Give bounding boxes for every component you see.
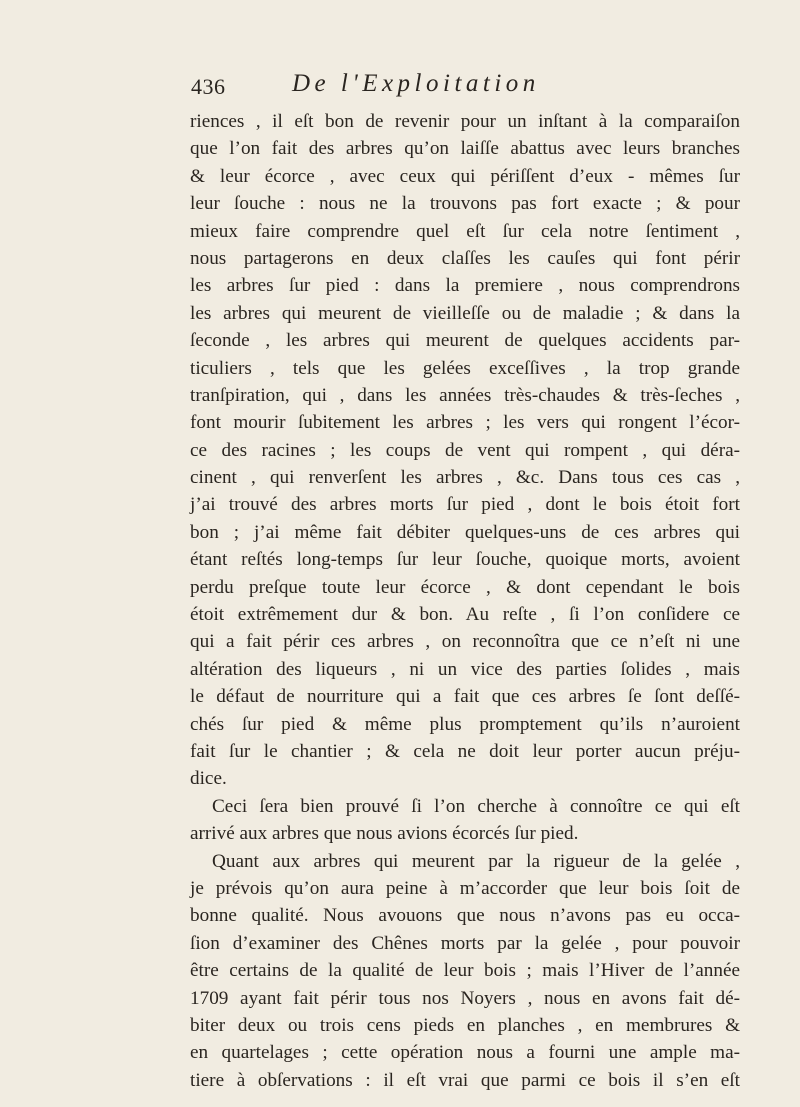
text-line: ce des racines ; les coups de vent qui rompent , qui déra-: [190, 439, 740, 461]
text-line: que l’on fait des arbres qu’on laiſſe abattus avec leurs branches: [190, 138, 740, 160]
text-line: font mourir ſubitement les arbres ; les vers qui rongent l’écor-: [190, 412, 740, 434]
text-line: je prévois qu’on aura peine à m’accorder que leur bois ſoit de: [190, 877, 740, 899]
text-line: ſeconde , les arbres qui meurent de quelques accidents par-: [190, 330, 740, 352]
body-text: [190, 108, 740, 1094]
paragraph-end-line: arrivé aux arbres que nous avions écorcés ſur pied.: [190, 823, 579, 845]
text-line: chés ſur pied & même plus promptement qu’ils n’auroient: [190, 713, 740, 735]
text-line: le défaut de nourriture qui a fait que ces arbres ſe ſont deſſé-: [190, 686, 740, 708]
text-line: étant reſtés long-temps ſur leur ſouche, quoique morts, avoient: [190, 549, 740, 571]
text-line: ſion d’examiner des Chênes morts par la gelée , pour pouvoir: [190, 932, 740, 954]
text-line: leur ſouche : nous ne la trouvons pas fort exacte ; & pour: [190, 193, 740, 215]
text-line: & leur écorce , avec ceux qui périſſent d’eux - mêmes ſur: [190, 165, 740, 187]
paragraph-first-line: Ceci ſera bien prouvé ſi l’on cherche à connoître ce qui eſt: [212, 795, 740, 817]
paragraph-first-line: Quant aux arbres qui meurent par la rigueur de la gelée ,: [212, 850, 740, 872]
text-line: cinent , qui renverſent les arbres , &c. Dans tous ces cas ,: [190, 467, 740, 489]
text-line: bon ; j’ai même fait débiter quelques-uns de ces arbres qui: [190, 521, 740, 543]
text-line: tranſpiration, qui , dans les années très-chaudes & très-ſeches ,: [190, 384, 740, 406]
text-line: être certains de la qualité de leur bois ; mais l’Hiver de l’année: [190, 960, 740, 982]
paragraph-end-line: dice.: [190, 768, 227, 790]
text-line: les arbres ſur pied : dans la premiere , nous comprendrons: [190, 275, 740, 297]
text-line: biter deux ou trois cens pieds en planches , en membrures &: [190, 1014, 740, 1036]
text-line: fait ſur le chantier ; & cela ne doit leur porter aucun préju-: [190, 740, 740, 762]
page-number: 436: [191, 74, 226, 99]
running-head: De l'Exploitation: [292, 70, 540, 97]
text-line: altération des liqueurs , ni un vice des parties ſolides , mais: [190, 658, 740, 680]
text-line: riences , il eſt bon de revenir pour un inſtant à la comparaiſon: [190, 111, 740, 132]
text-line: j’ai trouvé des arbres morts ſur pied , dont le bois étoit fort: [190, 494, 740, 516]
text-line: perdu preſque toute leur écorce , & dont cependant le bois: [190, 576, 740, 598]
text-line: mieux faire comprendre quel eſt ſur cela notre ſentiment ,: [190, 220, 740, 242]
text-line: étoit extrêmement dur & bon. Au reſte , ſi l’on conſidere ce: [190, 604, 740, 626]
text-line: nous partagerons en deux claſſes les cauſes qui font périr: [190, 247, 740, 269]
text-line: en quartelages ; cette opération nous a fourni une ample ma-: [190, 1042, 740, 1064]
text-line: qui a fait périr ces arbres , on reconnoîtra que ce n’eſt ni une: [190, 631, 740, 653]
text-line: les arbres qui meurent de vieilleſſe ou de maladie ; & dans la: [190, 302, 740, 324]
text-line: bonne qualité. Nous avouons que nous n’avons pas eu occa-: [190, 905, 740, 927]
text-line: 1709 ayant fait périr tous nos Noyers , nous en avons fait dé-: [190, 987, 740, 1009]
text-line: tiere à obſervations : il eſt vrai que parmi ce bois il s’en eſt: [190, 1069, 740, 1091]
text-line: ticuliers , tels que les gelées exceſſives , la trop grande: [190, 357, 740, 379]
